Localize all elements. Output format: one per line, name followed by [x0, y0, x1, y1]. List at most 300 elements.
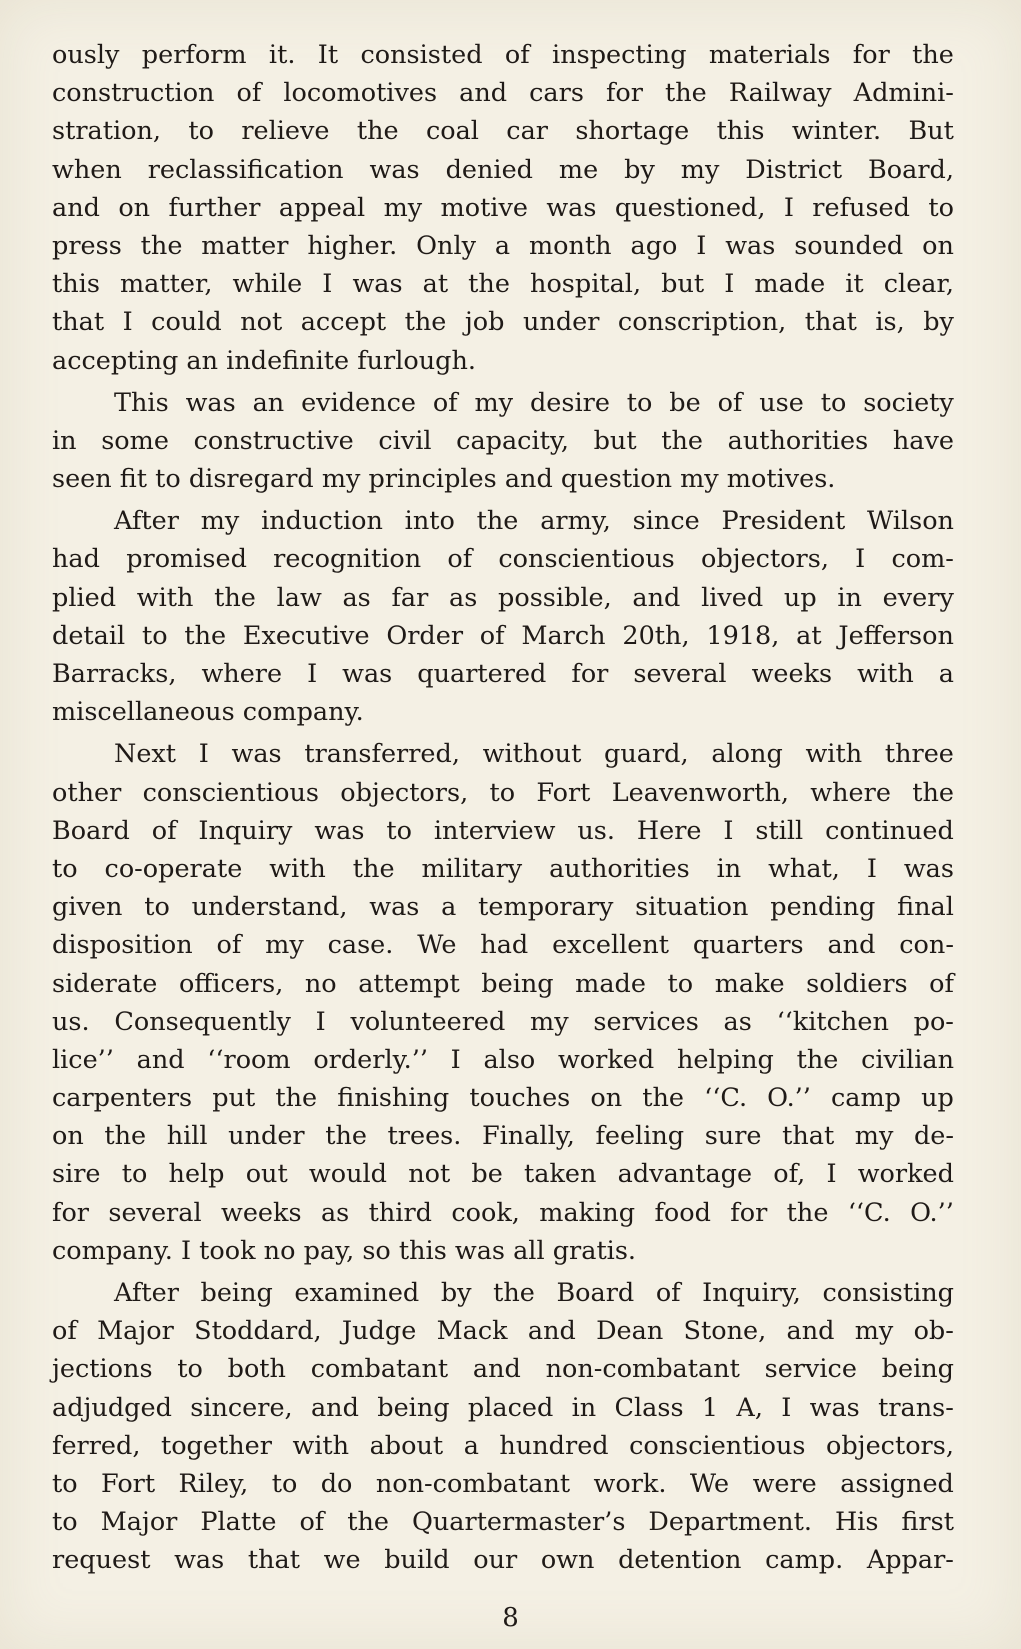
word: I: [723, 815, 734, 846]
word: O.’’: [767, 1083, 811, 1114]
word: motive: [440, 192, 528, 223]
word: I: [826, 1159, 837, 1190]
text-line: [52, 735, 954, 773]
word: stration,: [52, 116, 162, 147]
word: and: [459, 78, 508, 109]
text-line: [52, 502, 954, 540]
word: law: [276, 582, 322, 613]
word: together: [160, 1430, 272, 1461]
text-line: [52, 265, 954, 303]
word: that: [782, 1121, 835, 1152]
word: District: [745, 154, 843, 185]
word: was: [314, 815, 365, 846]
word: as: [449, 582, 478, 613]
word: is,: [875, 307, 905, 338]
word: assigned: [840, 1468, 954, 1499]
word: to: [626, 387, 653, 418]
word: lived: [701, 582, 764, 613]
word: and: [310, 1392, 359, 1423]
word: Judge: [341, 1316, 417, 1347]
word: Here: [636, 815, 702, 846]
word: further: [168, 192, 261, 223]
word: under: [522, 307, 600, 338]
word: made: [754, 269, 826, 300]
word: excellent: [552, 930, 670, 961]
word: still: [755, 815, 804, 846]
word: of: [717, 387, 743, 418]
word: our: [473, 1545, 518, 1576]
word: Order: [386, 620, 464, 651]
word: combatant: [310, 1354, 449, 1385]
word: capacity,: [456, 425, 569, 456]
word: appeal: [278, 192, 366, 223]
word: I: [783, 192, 794, 223]
text-line: [52, 1117, 954, 1155]
text-line: [52, 36, 954, 74]
word: on: [922, 230, 954, 261]
word: that: [804, 307, 857, 338]
word: and: [786, 1316, 835, 1347]
word: with: [136, 582, 194, 613]
word: to: [820, 387, 847, 418]
word: non-combatant: [545, 1354, 740, 1385]
word: Dean: [596, 1316, 664, 1347]
word: locomotives: [283, 78, 438, 109]
word: hospital,: [530, 269, 642, 300]
word: was: [342, 659, 393, 689]
word: of: [216, 930, 242, 961]
text-line: [52, 227, 954, 265]
word: out: [245, 1159, 288, 1190]
word: my: [200, 506, 240, 537]
word: work.: [593, 1468, 667, 1499]
word: March: [521, 620, 606, 651]
word: touches: [469, 1083, 571, 1114]
word: O.’’: [910, 1197, 954, 1228]
word: at: [422, 269, 449, 300]
word: since: [632, 506, 700, 537]
word: transferred,: [304, 739, 460, 770]
word: sire: [52, 1159, 101, 1190]
word: continued: [825, 815, 954, 846]
word: of: [655, 1278, 681, 1308]
word: the: [184, 620, 227, 651]
word: understand,: [191, 892, 348, 923]
word: construction: [52, 78, 215, 109]
word: and: [632, 582, 681, 613]
word: my: [383, 192, 423, 223]
paragraph: [52, 735, 954, 1270]
text-line: [52, 1274, 954, 1312]
paragraph: [52, 502, 954, 731]
word: worked: [557, 1044, 655, 1075]
text-line: [52, 1312, 954, 1350]
word: to: [121, 1159, 148, 1190]
word: inspecting: [552, 40, 687, 70]
word: After: [114, 506, 179, 537]
word: my: [854, 1121, 894, 1152]
word: my: [474, 387, 514, 418]
word: was: [185, 387, 236, 418]
text-line: [52, 1389, 954, 1427]
word: and: [527, 1316, 576, 1347]
word: President: [721, 506, 846, 537]
word: Inquiry,: [702, 1278, 801, 1308]
word: about: [369, 1430, 444, 1461]
word: had: [52, 544, 100, 575]
word: to: [144, 892, 170, 923]
word: pending: [770, 892, 876, 923]
word: would: [308, 1159, 388, 1190]
word: After: [114, 1278, 179, 1308]
text-line: [52, 303, 954, 341]
word: as: [320, 1197, 350, 1228]
word: was: [174, 1545, 225, 1576]
word: to: [177, 1354, 203, 1385]
word: weeks: [221, 1197, 302, 1228]
word: food: [654, 1197, 711, 1228]
word: Finally,: [481, 1121, 575, 1152]
word: 1918,: [706, 620, 780, 651]
text-line: [52, 1003, 954, 1041]
word: in: [716, 853, 742, 884]
word: detention: [618, 1545, 742, 1576]
word: I: [450, 1044, 461, 1075]
word: advantage: [617, 1159, 753, 1190]
word: the: [912, 40, 954, 70]
word: up: [921, 1083, 954, 1114]
text-line: [52, 1350, 954, 1388]
word: of: [929, 968, 954, 999]
word: induction: [261, 506, 383, 537]
word: camp: [831, 1083, 901, 1114]
word: Appar-: [866, 1545, 954, 1576]
word: some: [101, 425, 169, 456]
word: civilian: [861, 1044, 954, 1075]
word: I: [724, 269, 735, 300]
word: of: [151, 815, 177, 846]
word: Department.: [648, 1507, 812, 1538]
word: higher.: [307, 230, 398, 261]
word: to: [386, 815, 412, 846]
word: plied: [52, 582, 117, 613]
word: my: [680, 154, 720, 185]
word: in: [52, 425, 77, 456]
word: were: [752, 1468, 817, 1499]
word: constructive: [193, 425, 354, 456]
word: jections: [52, 1354, 153, 1385]
word: made: [575, 968, 646, 999]
word: of: [236, 78, 262, 109]
word: matter,: [120, 269, 213, 300]
word: me: [558, 154, 599, 185]
page-number: 8: [502, 1603, 519, 1633]
word: the: [347, 1507, 389, 1538]
word: what,: [768, 853, 840, 884]
word: Mack: [436, 1316, 508, 1347]
word: Board: [556, 1278, 635, 1308]
word: It: [317, 40, 339, 70]
word: to: [928, 192, 954, 223]
word: by: [923, 307, 954, 338]
word: attempt: [358, 968, 460, 999]
word: several: [108, 1197, 202, 1228]
word: army,: [540, 506, 611, 537]
word: where: [201, 659, 283, 689]
word: being: [200, 1278, 273, 1308]
word: by: [624, 154, 655, 185]
word: not: [240, 307, 283, 338]
word: I: [322, 269, 333, 300]
word: the: [661, 425, 703, 456]
word: with: [805, 739, 863, 770]
word: was: [725, 230, 776, 261]
word: I: [866, 853, 877, 884]
word: final: [897, 892, 954, 923]
text-line: accepting an indefinite furlough.: [52, 345, 477, 376]
word: conscientious: [629, 1430, 806, 1461]
word: ‘‘room: [207, 1044, 291, 1075]
word: it.: [268, 40, 296, 70]
text-line: [52, 540, 954, 578]
word: accept: [300, 307, 387, 338]
word: cook,: [451, 1197, 520, 1228]
text-line: [52, 850, 954, 888]
word: being: [377, 1392, 450, 1423]
word: the: [214, 582, 256, 613]
word: and: [472, 1354, 521, 1385]
word: a: [494, 230, 511, 261]
word: a: [441, 892, 457, 923]
word: con-: [899, 930, 954, 961]
word: given: [52, 892, 123, 923]
word: siderate: [52, 968, 158, 999]
word: com-: [891, 544, 954, 575]
text-line: [52, 1465, 954, 1503]
word: hundred: [499, 1430, 609, 1461]
word: objectors,: [700, 544, 829, 575]
word: the: [912, 777, 954, 808]
word: was: [903, 853, 954, 884]
word: to: [52, 1468, 78, 1499]
text-line: [52, 617, 954, 655]
word: car: [506, 116, 548, 147]
word: for: [571, 659, 609, 689]
word: as: [723, 1006, 752, 1037]
word: for: [730, 1197, 768, 1228]
text-line: [52, 926, 954, 964]
word: objectors,: [340, 777, 469, 808]
word: Major: [100, 1507, 178, 1538]
word: us.: [52, 1006, 90, 1037]
word: own: [540, 1545, 595, 1576]
word: We: [689, 1468, 730, 1499]
word: sounded: [794, 230, 904, 261]
word: service: [764, 1354, 857, 1385]
word: ferred,: [52, 1430, 141, 1461]
word: to: [489, 777, 516, 808]
word: reclassification: [147, 154, 344, 185]
word: carpenters: [52, 1083, 193, 1114]
word: my: [530, 1006, 569, 1037]
word: a: [938, 659, 954, 689]
word: Executive: [242, 620, 370, 651]
word: help: [168, 1159, 225, 1190]
word: of: [299, 1507, 325, 1538]
word: month: [528, 230, 612, 261]
word: po-: [913, 1006, 954, 1037]
word: consisting: [822, 1278, 954, 1308]
word: of: [479, 620, 505, 651]
word: situation: [635, 892, 749, 923]
word: to: [271, 1468, 298, 1499]
word: recognition: [273, 544, 422, 575]
word: as: [342, 582, 371, 613]
word: evidence: [301, 387, 416, 418]
word: Fort: [536, 777, 591, 808]
word: trees.: [387, 1121, 462, 1152]
word: of: [432, 387, 458, 418]
word: placed: [467, 1392, 554, 1423]
word: and: [136, 1044, 185, 1075]
word: far: [391, 582, 429, 613]
word: this: [52, 269, 100, 300]
word: soldiers: [806, 968, 908, 999]
word: of: [504, 40, 530, 70]
word: had: [480, 930, 529, 961]
word: questioned,: [614, 192, 766, 223]
paragraph: [52, 1274, 954, 1580]
word: Inquiry: [198, 815, 293, 846]
word: in: [837, 582, 862, 613]
word: without: [482, 739, 582, 770]
word: under: [228, 1121, 305, 1152]
word: clear,: [883, 269, 954, 300]
word: de-: [913, 1121, 954, 1152]
word: was: [546, 192, 597, 223]
word: be: [471, 1159, 503, 1190]
word: the: [493, 1278, 535, 1308]
word: Only: [416, 230, 477, 261]
text-line: [52, 965, 954, 1003]
word: Stone,: [683, 1316, 767, 1347]
word: was: [369, 154, 420, 185]
word: where: [810, 777, 891, 808]
word: feeling: [595, 1121, 685, 1152]
word: of: [447, 544, 473, 575]
text-line: [52, 1155, 954, 1193]
word: also: [483, 1044, 536, 1075]
word: the: [275, 1083, 318, 1114]
word: ob-: [913, 1316, 954, 1347]
word: to: [141, 620, 168, 651]
word: authorities: [727, 425, 869, 456]
word: use: [759, 387, 804, 418]
word: sure: [704, 1121, 762, 1152]
word: in: [571, 1392, 597, 1423]
text-line: [52, 1503, 954, 1541]
text-line: [52, 812, 954, 850]
word: Class: [614, 1392, 684, 1423]
word: ago: [630, 230, 678, 261]
word: to: [52, 853, 78, 884]
word: to: [188, 116, 214, 147]
word: coal: [425, 116, 479, 147]
text-line: [52, 189, 954, 227]
word: but: [661, 269, 705, 300]
text-line: [52, 1427, 954, 1465]
word: while: [232, 269, 303, 300]
word: We: [417, 930, 457, 961]
word: press: [52, 230, 122, 261]
word: shortage: [575, 116, 690, 147]
word: helping: [676, 1044, 774, 1075]
word: on: [118, 192, 151, 223]
word: every: [882, 582, 954, 613]
word: materials: [708, 40, 831, 70]
word: the: [352, 853, 395, 884]
word: civil: [378, 425, 432, 456]
word: of,: [773, 1159, 806, 1190]
word: request: [52, 1545, 151, 1576]
word: Stoddard,: [194, 1316, 322, 1347]
word: worked: [857, 1159, 954, 1190]
word: on: [590, 1083, 623, 1114]
word: conscientious: [498, 544, 675, 575]
word: build: [384, 1545, 450, 1576]
word: first: [901, 1507, 954, 1538]
word: the: [325, 1121, 367, 1152]
word: volunteered: [350, 1006, 506, 1037]
text-line: [52, 1079, 954, 1117]
text-line: [52, 1541, 954, 1579]
word: this: [716, 116, 765, 147]
word: co-operate: [104, 853, 243, 884]
word: I: [781, 1392, 792, 1423]
word: Board,: [868, 154, 954, 185]
word: three: [884, 739, 954, 770]
word: possible,: [498, 582, 612, 613]
word: This: [114, 387, 169, 418]
text-line: miscellaneous company.: [52, 697, 364, 728]
word: the: [786, 1197, 829, 1228]
word: ‘‘kitchen: [776, 1006, 889, 1037]
word: temporary: [478, 892, 614, 923]
word: third: [368, 1197, 432, 1228]
text-line: [52, 1194, 954, 1232]
word: it: [845, 269, 864, 300]
word: of: [52, 1316, 77, 1347]
word: was: [352, 269, 403, 300]
body-text: [52, 36, 954, 1580]
word: Quartermaster’s: [411, 1507, 626, 1538]
word: I: [696, 230, 707, 261]
word: Next: [114, 739, 177, 770]
word: when: [52, 154, 122, 185]
word: ‘‘C.: [704, 1083, 748, 1114]
word: the: [356, 116, 399, 147]
text-line: seen fit to disregard my principles and question my motives.: [52, 464, 836, 495]
text-line: [52, 774, 954, 812]
word: and: [52, 192, 100, 223]
word: His: [834, 1507, 879, 1538]
word: the: [140, 230, 183, 261]
word: and: [827, 930, 876, 961]
word: could: [151, 307, 222, 338]
text-line: [52, 151, 954, 189]
word: Consequently: [114, 1006, 291, 1037]
word: other: [52, 777, 122, 808]
